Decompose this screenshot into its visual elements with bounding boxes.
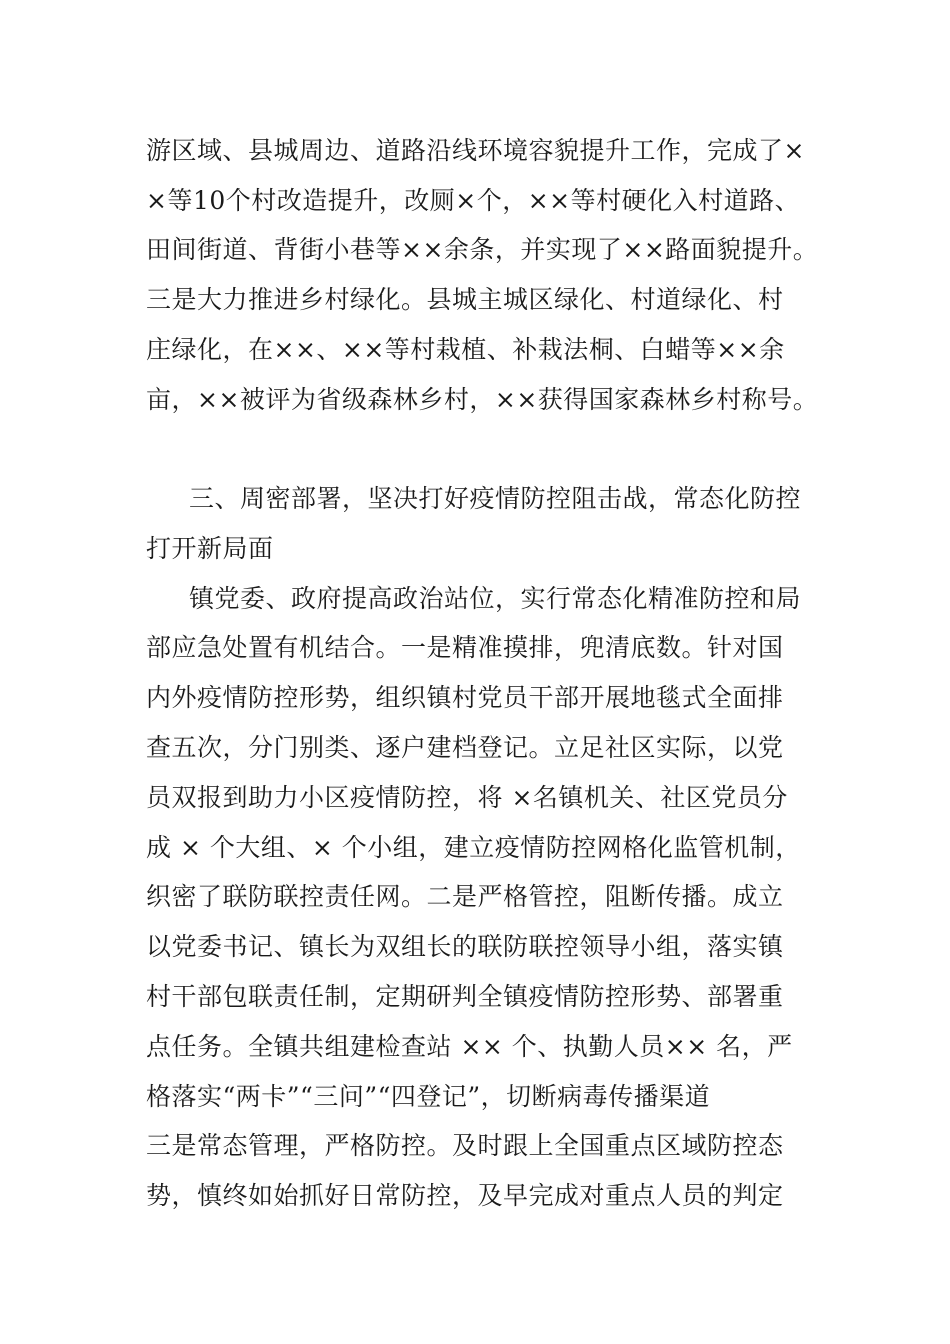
- text-line: 势，慎终如始抓好日常防控，及早完成对重点人员的判定: [146, 1181, 784, 1210]
- text-line: 内外疫情防控形势，组织镇村党员干部开展地毯式全面排: [146, 683, 784, 712]
- text-line: 成 × 个大组、× 个小组，建立疫情防控网格化监管机制，: [146, 833, 801, 862]
- text-line: 以党委书记、镇长为双组长的联防联控领导小组，落实镇: [146, 932, 784, 961]
- text-line: 三是常态管理，严格防控。及时跟上全国重点区域防控态: [146, 1131, 784, 1160]
- text-line: 员双报到助力小区疫情防控，将 ×名镇机关、社区党员分: [146, 783, 788, 812]
- text-line: 镇党委、政府提高政治站位，实行常态化精准防控和局: [189, 584, 802, 613]
- text-line: 田间街道、背街小巷等××余条，并实现了××路面貌提升。: [146, 235, 819, 264]
- text-line: 部应急处置有机结合。一是精准摸排，兜清底数。针对国: [146, 633, 784, 662]
- text-line: 点任务。全镇共组建检查站 ×× 个、执勤人员×× 名，严: [146, 1032, 793, 1061]
- text-line: 游区域、县城周边、道路沿线环境容貌提升工作，完成了×: [146, 136, 805, 165]
- text-line: 三是大力推进乡村绿化。县城主城区绿化、村道绿化、村: [146, 285, 784, 314]
- text-line: 村干部包联责任制，定期研判全镇疫情防控形势、部署重: [146, 982, 784, 1011]
- section-heading-line: 三、周密部署，坚决打好疫情防控阻击战，常态化防控: [189, 484, 802, 513]
- text-line: 织密了联防联控责任网。二是严格管控，阻断传播。成立: [146, 882, 784, 911]
- text-line: 庄绿化，在××、××等村栽植、补栽法桐、白蜡等××余: [146, 335, 785, 364]
- text-line: 亩，××被评为省级森林乡村，××获得国家森林乡村称号。: [146, 385, 819, 414]
- text-line: ×等10个村改造提升，改厕×个，××等村硬化入村道路、: [146, 186, 801, 215]
- text-line: 查五次，分门别类、逐户建档登记。立足社区实际，以党: [146, 733, 784, 762]
- section-heading-line: 打开新局面: [146, 534, 274, 563]
- text-line: 格落实“两卡”“三问”“四登记”，切断病毒传播渠道: [146, 1082, 711, 1111]
